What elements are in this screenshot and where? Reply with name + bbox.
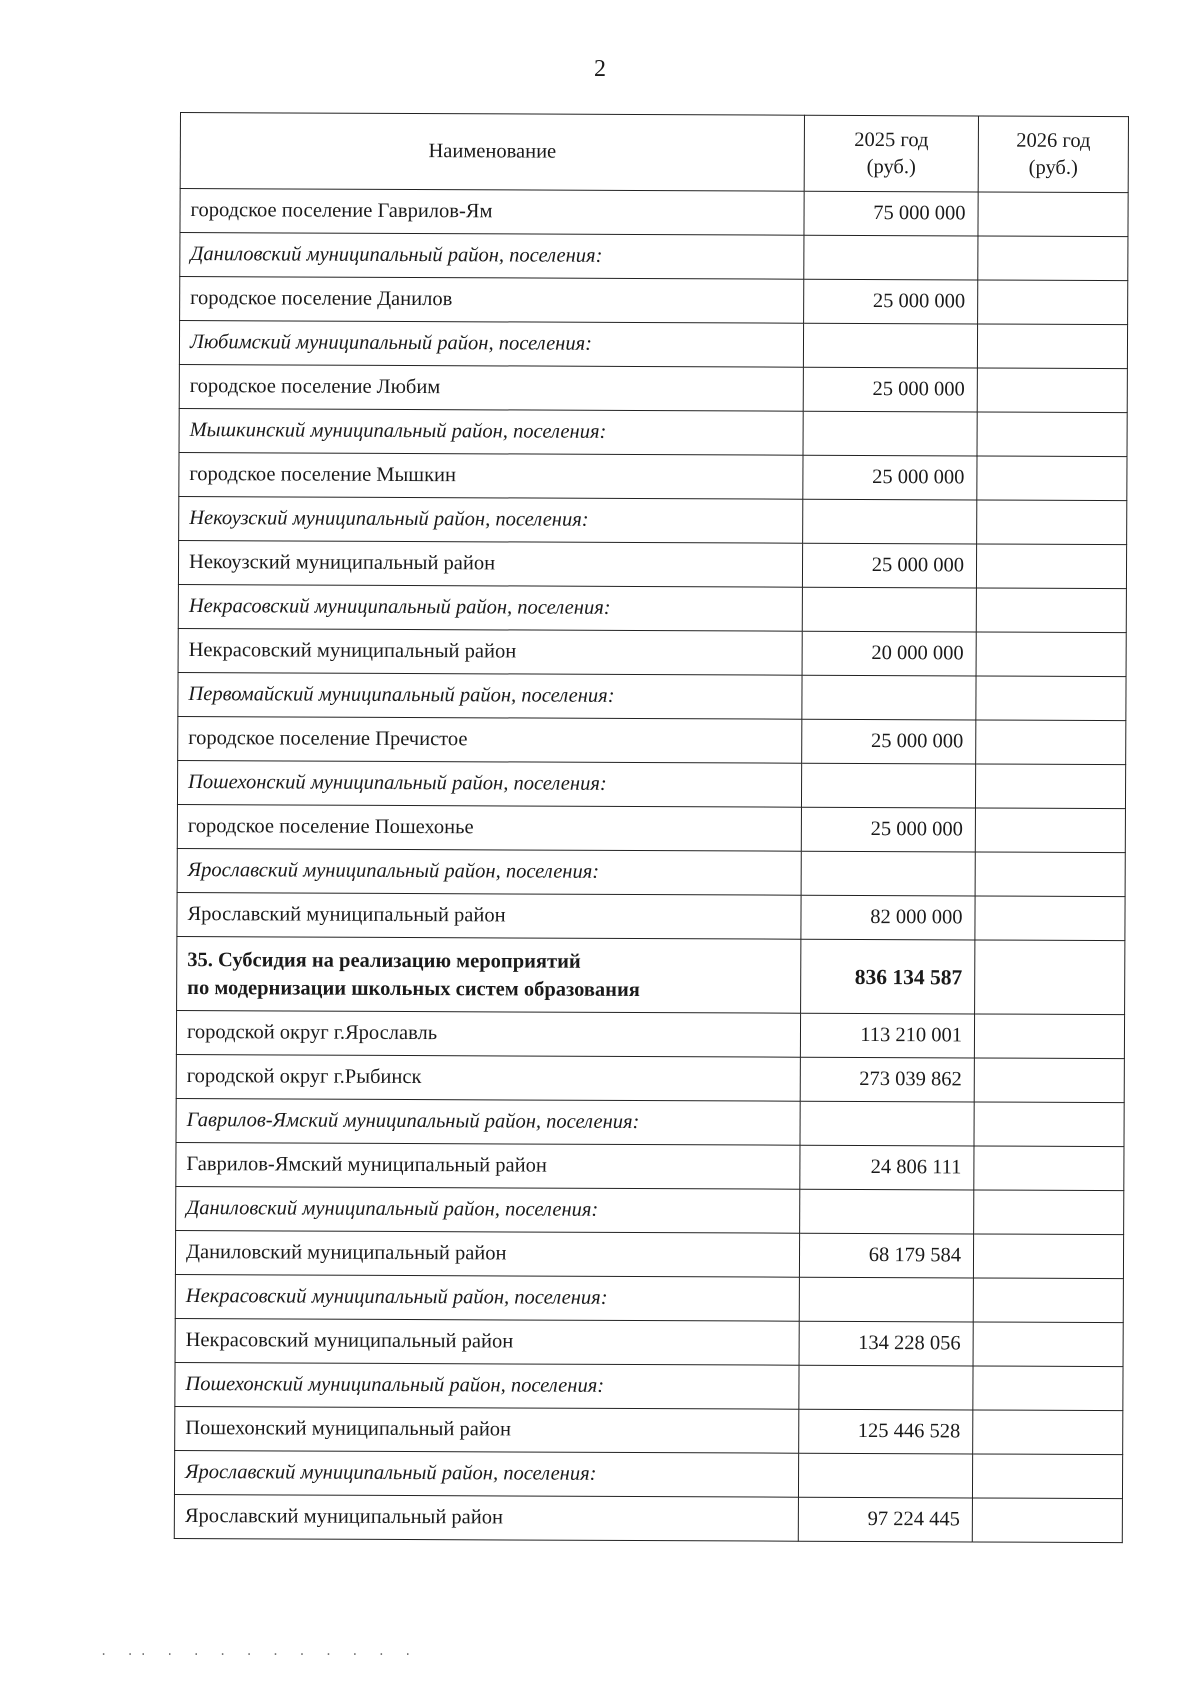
table-row (176, 1054, 1124, 1102)
cell-name: городское поселение Любим (179, 364, 803, 411)
table-row (178, 716, 1126, 764)
cell-2025: 113 210 001 (800, 1013, 974, 1058)
cell-name: Некоузский муниципальный район, поселения: (179, 496, 803, 543)
cell-name: 35. Субсидия на реализацию мероприятий по модернизации школьных систем образования (177, 936, 801, 1013)
table-row-group-heading (179, 321, 1127, 369)
cell-2025: 134 228 056 (799, 1321, 973, 1366)
cell-2025: 25 000 000 (802, 543, 976, 588)
cell-2026 (977, 456, 1127, 501)
cell-2026 (974, 1058, 1124, 1103)
cell-2026 (978, 280, 1128, 325)
cell-name: городское поселение Пречистое (178, 716, 802, 763)
cell-2026 (972, 1498, 1122, 1543)
cell-name: Ярославский муниципальный район (177, 892, 801, 939)
cell-2026 (974, 1190, 1124, 1235)
cell-2025: 68 179 584 (799, 1233, 973, 1278)
table-row (175, 1230, 1123, 1278)
cell-2026 (972, 1454, 1122, 1499)
cell-name: Некоузский муниципальный район (178, 540, 802, 587)
table-row-group-heading (179, 496, 1127, 544)
cell-2026 (975, 896, 1125, 941)
table-row (177, 804, 1125, 852)
page-number: 2 (594, 56, 606, 82)
table-row-group-heading (174, 1450, 1122, 1498)
table-row (175, 1406, 1123, 1454)
cell-name: городское поселение Мышкин (179, 452, 803, 499)
table-row (179, 452, 1127, 500)
table-row (175, 1318, 1123, 1366)
table-row-group-heading (175, 1362, 1123, 1410)
cell-name: Некрасовский муниципальный район (175, 1318, 799, 1365)
table-row-group-heading (177, 760, 1125, 808)
budget-table (174, 112, 1129, 1543)
cell-name: городской округ г.Ярославль (176, 1010, 800, 1057)
cell-2025 (798, 1453, 972, 1498)
table-body (174, 189, 1128, 1543)
cell-name: Ярославский муниципальный район (174, 1494, 798, 1541)
cell-2025: 20 000 000 (802, 631, 976, 676)
cell-2026 (973, 1410, 1123, 1455)
cell-name: Ярославский муниципальный район, поселения: (177, 848, 801, 895)
cell-2026 (978, 236, 1128, 281)
cell-2026 (975, 852, 1125, 897)
table-row-group-heading (178, 584, 1126, 632)
cell-2025 (799, 1365, 973, 1410)
cell-2026 (973, 1366, 1123, 1411)
cell-2025: 25 000 000 (803, 367, 977, 412)
cell-2025: 97 224 445 (798, 1497, 972, 1542)
table-row-group-heading (178, 672, 1126, 720)
cell-name: Пошехонский муниципальный район, поселения: (175, 1362, 799, 1409)
cell-2025 (803, 499, 977, 544)
cell-2026 (976, 544, 1126, 589)
cell-2026 (977, 412, 1127, 457)
cell-2025: 82 000 000 (801, 895, 975, 940)
cell-2025 (802, 675, 976, 720)
header-unit: (руб.) (1028, 156, 1078, 179)
table-row-group-heading (176, 1186, 1124, 1234)
table-row-group-heading (180, 233, 1128, 281)
cell-2025: 25 000 000 (802, 719, 976, 764)
cell-2025 (803, 323, 977, 368)
cell-2026 (977, 324, 1127, 369)
table-header (180, 113, 1128, 193)
cell-2026 (976, 720, 1126, 765)
cell-name: городское поселение Данилов (180, 277, 804, 324)
table-row-group-heading (175, 1274, 1123, 1322)
cell-2026 (974, 1146, 1124, 1191)
cell-2025: 24 806 111 (800, 1145, 974, 1190)
cell-name: Гаврилов-Ямский муниципальный район, поселения: (176, 1098, 800, 1145)
cell-name: Мышкинский муниципальный район, поселения: (179, 408, 803, 455)
cell-2025: 75 000 000 (804, 191, 978, 236)
cell-2026 (976, 676, 1126, 721)
cell-name: Даниловский муниципальный район, поселения: (176, 1186, 800, 1233)
header-name: Наименование (180, 113, 804, 192)
cell-2025 (802, 587, 976, 632)
cell-name: Первомайский муниципальный район, поселения: (178, 672, 802, 719)
cell-name: Пошехонский муниципальный район (175, 1406, 799, 1453)
cell-2025 (803, 411, 977, 456)
cell-2026 (975, 808, 1125, 853)
cell-2026 (978, 192, 1128, 237)
cell-2025 (804, 235, 978, 280)
cell-2025 (800, 1189, 974, 1234)
cell-2026 (974, 1102, 1124, 1147)
table-row-group-heading (176, 1098, 1124, 1146)
cell-name: городское поселение Гаврилов-Ям (180, 189, 804, 236)
table-row (178, 628, 1126, 676)
cell-2026 (975, 940, 1125, 1015)
header-unit: (руб.) (866, 155, 916, 178)
footer-marks: . .. . . . . . . . . . . (100, 1644, 418, 1658)
cell-2026 (975, 764, 1125, 809)
cell-name: Некрасовский муниципальный район (178, 628, 802, 675)
cell-name: Даниловский муниципальный район, поселения: (180, 233, 804, 280)
cell-2025 (800, 1101, 974, 1146)
cell-name: Гаврилов-Ямский муниципальный район (176, 1142, 800, 1189)
cell-2025: 836 134 587 (801, 939, 975, 1014)
cell-2026 (973, 1322, 1123, 1367)
cell-name: городское поселение Пошехонье (177, 804, 801, 851)
table-row (180, 189, 1128, 237)
cell-2026 (973, 1278, 1123, 1323)
cell-name: Пошехонский муниципальный район, поселения: (177, 760, 801, 807)
header-year: 2025 год (854, 128, 929, 151)
cell-name: Некрасовский муниципальный район, поселения: (178, 584, 802, 631)
cell-name: Некрасовский муниципальный район, поселения: (175, 1274, 799, 1321)
header-row (180, 113, 1128, 193)
cell-2025 (801, 763, 975, 808)
cell-2025 (799, 1277, 973, 1322)
cell-name: городской округ г.Рыбинск (176, 1054, 800, 1101)
header-year: 2026 год (1016, 129, 1091, 152)
cell-2026 (973, 1234, 1123, 1279)
cell-2026 (976, 632, 1126, 677)
cell-2025: 273 039 862 (800, 1057, 974, 1102)
cell-name: Ярославский муниципальный район, поселения: (174, 1450, 798, 1497)
cell-2026 (976, 588, 1126, 633)
header-2025 (804, 115, 978, 192)
table-row-section-total (177, 936, 1125, 1014)
cell-2025: 25 000 000 (804, 279, 978, 324)
table-row (174, 1494, 1122, 1542)
table-row (179, 364, 1127, 412)
cell-2025: 125 446 528 (799, 1409, 973, 1454)
cell-name: Любимский муниципальный район, поселения: (179, 321, 803, 368)
table-row (177, 892, 1125, 940)
header-2026 (978, 116, 1128, 193)
table-row (176, 1010, 1124, 1058)
cell-2025: 25 000 000 (803, 455, 977, 500)
cell-2026 (977, 500, 1127, 545)
table-row (176, 1142, 1124, 1190)
table-row (180, 277, 1128, 325)
table-row (178, 540, 1126, 588)
cell-2025: 25 000 000 (801, 807, 975, 852)
cell-name: Даниловский муниципальный район (175, 1230, 799, 1277)
cell-2025 (801, 851, 975, 896)
table-row-group-heading (177, 848, 1125, 896)
cell-2026 (977, 368, 1127, 413)
table-row-group-heading (179, 408, 1127, 456)
cell-2026 (974, 1014, 1124, 1059)
